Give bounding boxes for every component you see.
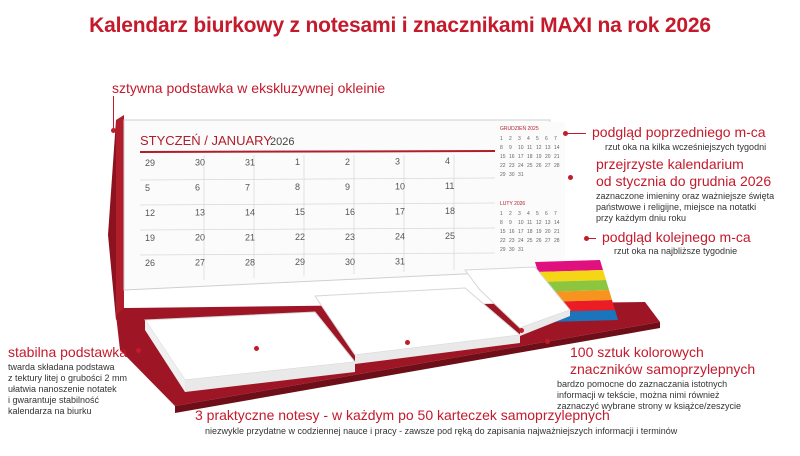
mini-calendar-day: 3 — [518, 136, 521, 142]
callout-base-line-2: z tektury litej o grubości 2 mm — [8, 373, 128, 383]
callout-notes-text: niezwykle przydatne w codziennej nauce i pracy - zawsze pod ręką do zapisania najważniejszych informacji i terminów — [205, 426, 678, 436]
callout-prev-text: rzut oka na kilka wcześniejszych tygodni — [605, 142, 767, 152]
year-label: 2026 — [270, 136, 295, 148]
callout-markers-line-1: bardzo pomocne do zaznaczania istotnych — [557, 379, 728, 389]
calendar-day-number: 5 — [145, 183, 151, 193]
mini-calendar-day: 9 — [509, 145, 512, 151]
mini-calendar-day: 5 — [536, 136, 539, 142]
mini-calendar-day: 22 — [500, 163, 506, 169]
calendar-day-number: 4 — [445, 156, 451, 167]
mini-calendar-day: 31 — [518, 247, 524, 253]
mini-calendar-day: 8 — [500, 220, 503, 226]
mini-calendar-day: 15 — [500, 154, 506, 160]
calendar-day-number: 12 — [145, 208, 156, 218]
mini-calendar-day: 22 — [500, 238, 506, 244]
mini-calendar-day: 12 — [536, 145, 542, 151]
calendar-day-number: 30 — [345, 256, 356, 267]
mini-calendar-day: 15 — [500, 229, 506, 235]
callout-markers-heading-2: znaczników samoprzylepnych — [570, 361, 756, 377]
callout-calendar-heading-1: przejrzyste kalendarium — [596, 156, 744, 172]
mini-calendar-day: 8 — [500, 145, 503, 151]
calendar-day-number: 23 — [345, 231, 356, 242]
mini-calendar-day: 7 — [554, 211, 557, 217]
mini-calendar-day: 21 — [554, 154, 560, 160]
mini-calendar-day: 18 — [527, 229, 533, 235]
mini-calendar-day: 12 — [536, 220, 542, 226]
mini-calendar-day: 23 — [509, 163, 515, 169]
mini-calendar-day: 6 — [545, 136, 548, 142]
callout-notes-heading: 3 praktyczne notesy - w każdym po 50 karteczek samoprzylepnych — [195, 407, 610, 423]
calendar-day-number: 30 — [195, 157, 206, 168]
mini-calendar-day: 11 — [527, 220, 533, 226]
callout-calendar-line-1: zaznaczone imieniny oraz ważniejsze święta — [596, 191, 775, 201]
calendar-day-number: 2 — [345, 156, 351, 167]
callout-dot — [111, 128, 116, 133]
calendar-day-number: 6 — [195, 182, 201, 193]
page-title: Kalendarz biurkowy z notesami i znacznikami MAXI na rok 2026 — [89, 14, 711, 37]
callout-base-line-3: ułatwia nanoszenie notatek — [8, 384, 117, 394]
mini-calendar-day: 26 — [536, 238, 542, 244]
callout-base-line-5: kalendarza na biurku — [8, 406, 92, 416]
mini-calendar-day: 24 — [518, 238, 524, 244]
calendar-day-number: 15 — [295, 207, 306, 218]
mini-calendar-day: 26 — [536, 163, 542, 169]
mini-calendar-day: 28 — [554, 238, 560, 244]
mini-calendar-day: 20 — [545, 154, 551, 160]
mini-calendar-day: 30 — [509, 247, 515, 253]
mini-calendar-day: 17 — [518, 154, 524, 160]
mini-calendar-day: 3 — [518, 211, 521, 217]
mini-calendar-day: 29 — [500, 247, 506, 253]
mini-calendar-day: 6 — [545, 211, 548, 217]
calendar-day-number: 24 — [395, 231, 406, 242]
mini-calendar-day: 18 — [527, 154, 533, 160]
mini-calendar-day: 1 — [500, 136, 503, 142]
callout-next-text: rzut oka na najbliższe tygodnie — [614, 246, 738, 256]
callout-base-line-1: twarda składana podstawa — [8, 362, 115, 372]
calendar-day-number: 21 — [245, 232, 256, 243]
calendar-day-number: 9 — [345, 181, 351, 192]
mini-calendar-day: 27 — [545, 238, 551, 244]
mini-calendar-day: 4 — [527, 136, 530, 142]
mini-calendar-day: 2 — [509, 136, 512, 142]
calendar-day-number: 20 — [195, 232, 206, 243]
calendar-day-number: 31 — [395, 256, 406, 267]
mini-calendar-day: 17 — [518, 229, 524, 235]
mini-calendar-day: 19 — [536, 229, 542, 235]
mini-calendar-day: 20 — [545, 229, 551, 235]
mini-calendar-day: 16 — [509, 154, 515, 160]
mini-calendar-day: 13 — [545, 145, 551, 151]
sticky-marker-tab — [535, 260, 603, 272]
calendar-day-number: 29 — [145, 158, 156, 168]
mini-calendar-day: 10 — [518, 220, 524, 226]
calendar-day-number: 10 — [395, 181, 406, 192]
mini-calendar-day: 31 — [518, 172, 524, 178]
mini-calendar-day: 21 — [554, 229, 560, 235]
calendar-day-number: 14 — [245, 207, 256, 218]
calendar-day-number: 16 — [345, 206, 356, 217]
callout-prev-heading: podgląd poprzedniego m-ca — [592, 124, 766, 140]
mini-calendar-day: 5 — [536, 211, 539, 217]
mini-calendar-day: 11 — [527, 145, 533, 151]
callout-markers-heading-1: 100 sztuk kolorowych — [570, 344, 704, 360]
mini-calendar-day: 28 — [554, 163, 560, 169]
callout-base-line-4: i gwarantuje stabilność — [8, 395, 100, 405]
mini-calendar-day: 2 — [509, 211, 512, 217]
svg-text:GRUDZIEŃ 2025: GRUDZIEŃ 2025 — [500, 126, 539, 132]
callout-markers-line-3: zaznaczyć wybrane strony w książce/zeszycie — [557, 401, 742, 411]
mini-calendar-day: 1 — [500, 211, 503, 217]
mini-calendar-day: 25 — [527, 163, 533, 169]
calendar-day-number: 8 — [295, 182, 301, 193]
callout-next-heading: podgląd kolejnego m-ca — [602, 229, 751, 245]
calendar-day-number: 25 — [445, 231, 456, 242]
mini-calendar-day: 9 — [509, 220, 512, 226]
mini-calendar-day: 10 — [518, 145, 524, 151]
callout-stand-heading: sztywna podstawka w ekskluzywnej okleinie — [112, 80, 386, 96]
callout-calendar-line-2: państwowe i religijne, miejsce na notatki — [596, 202, 757, 212]
mini-calendar-day: 13 — [545, 220, 551, 226]
callout-base-heading: stabilna podstawka — [8, 344, 128, 360]
calendar-day-number: 17 — [395, 206, 406, 217]
calendar-day-number: 27 — [195, 257, 206, 268]
calendar-day-number: 29 — [295, 257, 306, 268]
month-label: STYCZEŃ / JANUARY — [140, 133, 272, 148]
mini-calendar-day: 30 — [509, 172, 515, 178]
mini-calendar-day: 4 — [527, 211, 530, 217]
mini-calendar-day: 19 — [536, 154, 542, 160]
calendar-day-number: 26 — [145, 258, 156, 268]
callout-calendar-heading-2: od stycznia do grudnia 2026 — [596, 173, 772, 189]
mini-calendar-day: 7 — [554, 136, 557, 142]
mini-calendar-day: 14 — [554, 220, 560, 226]
calendar-day-number: 3 — [395, 156, 401, 167]
calendar-day-number: 31 — [245, 157, 256, 168]
mini-calendar-day: 29 — [500, 172, 506, 178]
calendar-day-number: 18 — [445, 206, 456, 217]
calendar-day-number: 1 — [295, 157, 301, 168]
calendar-day-number: 28 — [245, 257, 256, 268]
mini-calendar-day: 25 — [527, 238, 533, 244]
mini-calendar-day: 16 — [509, 229, 515, 235]
callout-calendar-line-3: przy każdym dniu roku — [596, 213, 687, 223]
sticky-marker-tab — [537, 270, 606, 282]
mini-calendar-day: 27 — [545, 163, 551, 169]
calendar-day-number: 7 — [245, 182, 251, 193]
mini-calendar-day: 23 — [509, 238, 515, 244]
callout-markers-line-2: informacji w tekście, można nimi również — [557, 390, 720, 400]
mini-calendar-day: 24 — [518, 163, 524, 169]
calendar-day-number: 13 — [195, 207, 206, 218]
calendar-day-number: 11 — [445, 181, 455, 192]
calendar-day-number: 19 — [145, 233, 156, 243]
calendar-day-number: 22 — [295, 232, 306, 243]
mini-calendar-day: 14 — [554, 145, 560, 151]
svg-text:LUTY 2026: LUTY 2026 — [500, 201, 526, 207]
